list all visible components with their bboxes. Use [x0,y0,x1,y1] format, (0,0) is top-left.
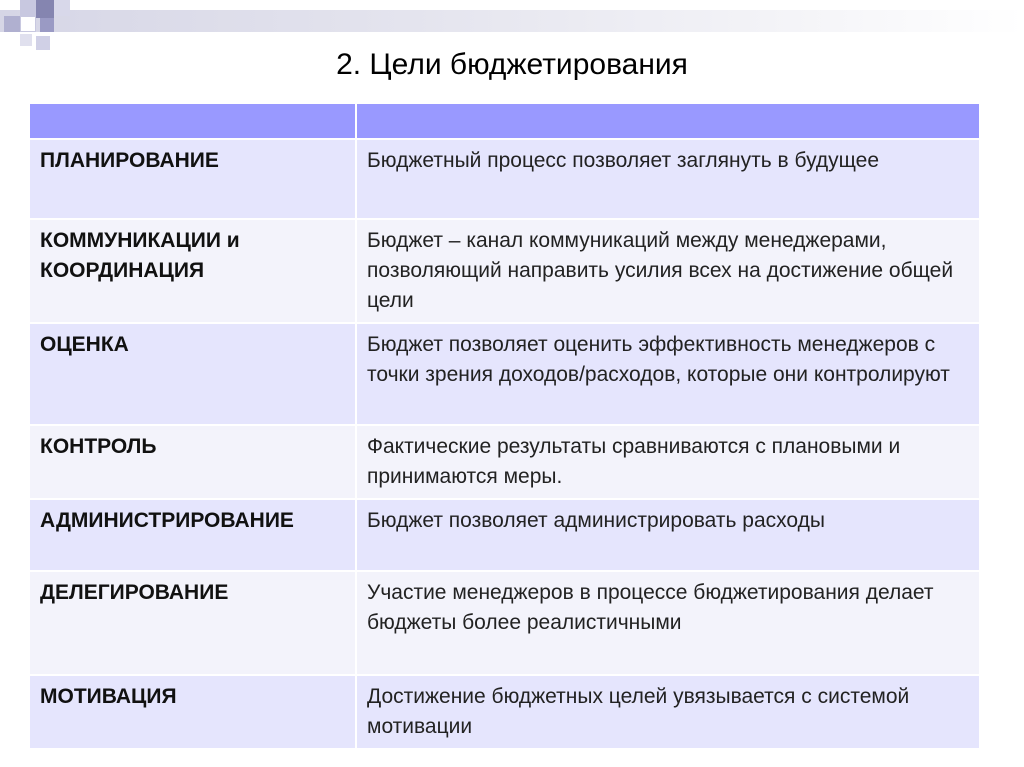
header-cell [29,103,356,139]
table-row [29,139,980,219]
goal-term: ОЦЕНКА [29,323,356,425]
goal-term: ДЕЛЕГИРОВАНИЕ [29,571,356,675]
goal-term: АДМИНИСТРИРОВАНИЕ [29,499,356,571]
budgeting-goals-table [28,102,981,750]
table-row [29,675,980,749]
table-row [29,499,980,571]
goal-term: МОТИВАЦИЯ [29,675,356,749]
goal-description: Фактические результаты сравниваются с плановыми и принимаются меры. [356,425,980,499]
table-row [29,571,980,675]
goal-term: КОММУНИКАЦИИ и КООРДИНАЦИЯ [29,219,356,323]
goal-description: Достижение бюджетных целей увязывается с системой мотивации [356,675,980,749]
goal-description: Бюджет – канал коммуникаций между менеджерами, позволяющий направить усилия всех на достижение общей цели [356,219,980,323]
slide-title: 2. Цели бюджетирования [336,48,688,81]
decorative-square [40,18,54,32]
header-cell [356,103,980,139]
table-row [29,323,980,425]
table-row [29,219,980,323]
decorative-square [4,16,20,32]
goal-term: КОНТРОЛЬ [29,425,356,499]
goal-description: Бюджет позволяет оценить эффективность менеджеров с точки зрения доходов/расходов, которые они контролируют [356,323,980,425]
decorative-square [54,0,70,16]
decorative-square [36,0,54,18]
decorative-square [20,34,32,46]
goal-description: Бюджет позволяет администрировать расходы [356,499,980,571]
table-header-row [29,103,980,139]
table-row [29,425,980,499]
goal-description: Участие менеджеров в процессе бюджетирования делает бюджеты более реалистичными [356,571,980,675]
decorative-top-bar [0,10,1024,32]
goal-term: ПЛАНИРОВАНИЕ [29,139,356,219]
goal-description: Бюджетный процесс позволяет заглянуть в будущее [356,139,980,219]
decorative-square [20,0,36,16]
decorative-square [20,16,36,32]
